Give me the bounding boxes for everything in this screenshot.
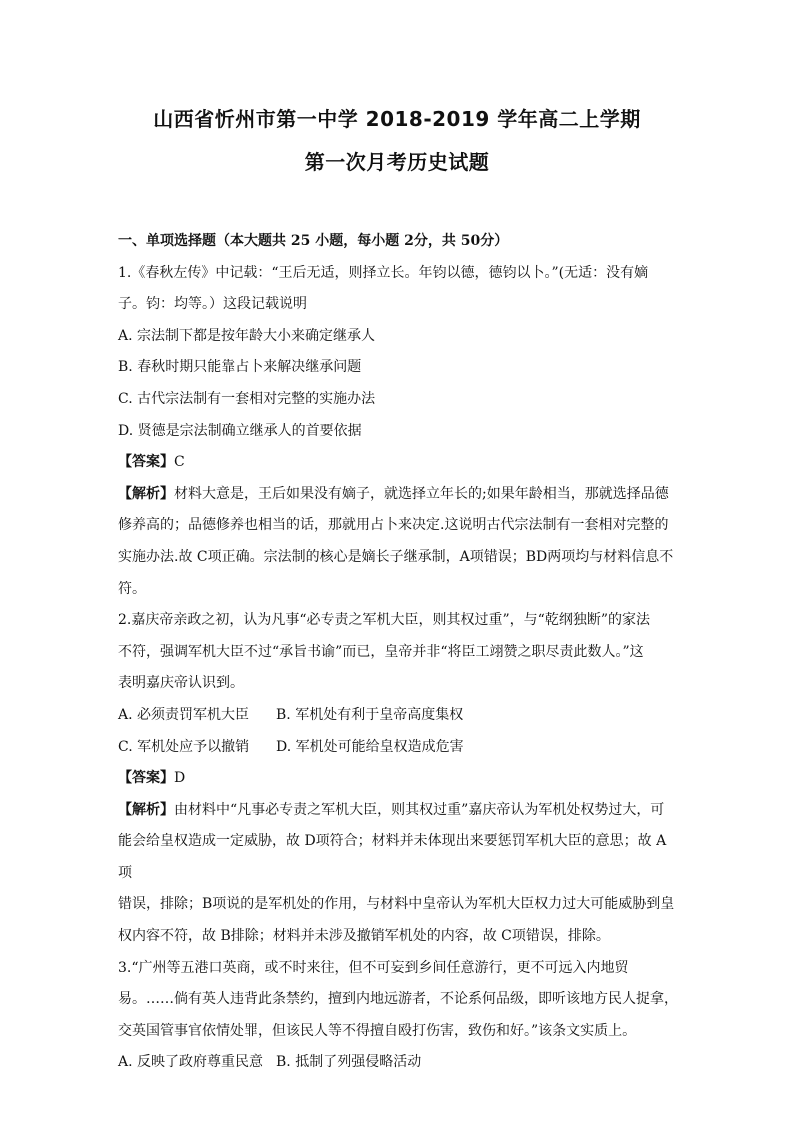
option-a: A. 必须责罚军机大臣 [118,706,250,723]
section-header: 一、单项选择题（本大题共 25 小题，每小题 2分，共 50分） [118,233,509,249]
question-text-line: 子。钧：均等。）这段记载说明 [118,296,307,313]
option-b: B. 春秋时期只能靠占卜来解决继承问题 [118,359,362,376]
option-b: B. 军机处有利于皇帝高度集权 [276,706,464,723]
analysis-line [118,795,678,827]
analysis-label: 【解析】 [118,801,174,818]
question-text-line: 表明嘉庆帝认识到。 [118,675,244,692]
options-row [118,1047,678,1079]
analysis-text: 符。 [118,580,146,597]
option-d: D. 贤德是宗法制确立继承人的首要依据 [118,422,362,439]
option-b: B. 抵制了列强侵略活动 [276,1054,422,1071]
option-a: A. 反映了政府尊重民意 [118,1054,264,1071]
document-subtitle: 第一次月考历史试题 [304,150,490,174]
option-a: A. 宗法制下都是按年龄大小来确定继承人 [118,327,376,344]
analysis-text: 权内容不符，故 B排除；材料并未涉及撤销军机处的内容，故 C项错误，排除。 [118,928,610,945]
analysis-text: 错误，排除；B项说的是军机处的作用，与材料中皇帝认为军机大臣权力过大可能威胁到皇 [118,896,675,913]
answer-line [118,763,678,795]
document-title: 山西省忻州市第一中学 2018-2019 学年高二上学期 [153,107,641,131]
answer-line [118,447,678,479]
options-row [118,700,678,732]
question-text-line: 3.“广州等五港口英商，或不时来往，但不可妄到乡间任意游行，更不可远入内地贸 [118,959,629,976]
answer-label: 【答案】 [118,770,174,787]
question-text-line: 交英国管事官依情处罪，但该民人等不得擅自殴打伤害，致伤和好。”该条文实质上。 [118,1022,637,1039]
question-2 [118,605,678,953]
options-row [118,732,678,764]
question-3 [118,953,678,1079]
question-text-line: 1.《春秋左传》中记载：“王后无适，则择立长。年钧以德，德钧以卜。”(无适：没有嫡 [118,264,649,281]
option-c: C. 军机处应予以撤销 [118,738,250,755]
answer-label: 【答案】 [118,454,174,471]
answer-value: D [174,770,186,787]
analysis-text: 由材料中“凡事必专责之军机大臣，则其权过重”嘉庆帝认为军机处权势过大，可 [174,801,665,818]
analysis-line [118,479,678,511]
analysis-text: 实施办法.故 C项正确。宗法制的核心是嫡长子继承制，A项错误；BD两项均与材料信息不 [118,548,674,565]
question-text-line: 易。……倘有英人违背此条禁约，擅到内地远游者，不论系何品级，即听该地方民人捉拿， [118,991,678,1008]
analysis-text: 修养高的；品德修养也相当的话，那就用占卜来决定.这说明古代宗法制有一套相对完整的 [118,517,669,534]
analysis-text: 能会给皇权造成一定威胁，故 D项符合；材料并未体现出来要惩罚军机大臣的意思；故 A项 [118,833,667,881]
analysis-text: 材料大意是，王后如果没有嫡子，就选择立年长的;如果年龄相当，那就选择品德 [174,485,669,502]
option-d: D. 军机处可能给皇权造成危害 [276,738,464,755]
answer-value: C [174,454,185,471]
question-1 [118,258,678,606]
analysis-label: 【解析】 [118,485,174,502]
document-body [118,226,678,1079]
option-c: C. 古代宗法制有一套相对完整的实施办法 [118,390,376,407]
question-text-line: 不符，强调军机大臣不过“承旨书谕”而已，皇帝并非“将臣工翊赞之职尽责此数人。”这 [118,643,644,660]
question-text-line: 2.嘉庆帝亲政之初，认为凡事“必专责之军机大臣，则其权过重”，与“乾纲独断”的家法 [118,612,650,629]
